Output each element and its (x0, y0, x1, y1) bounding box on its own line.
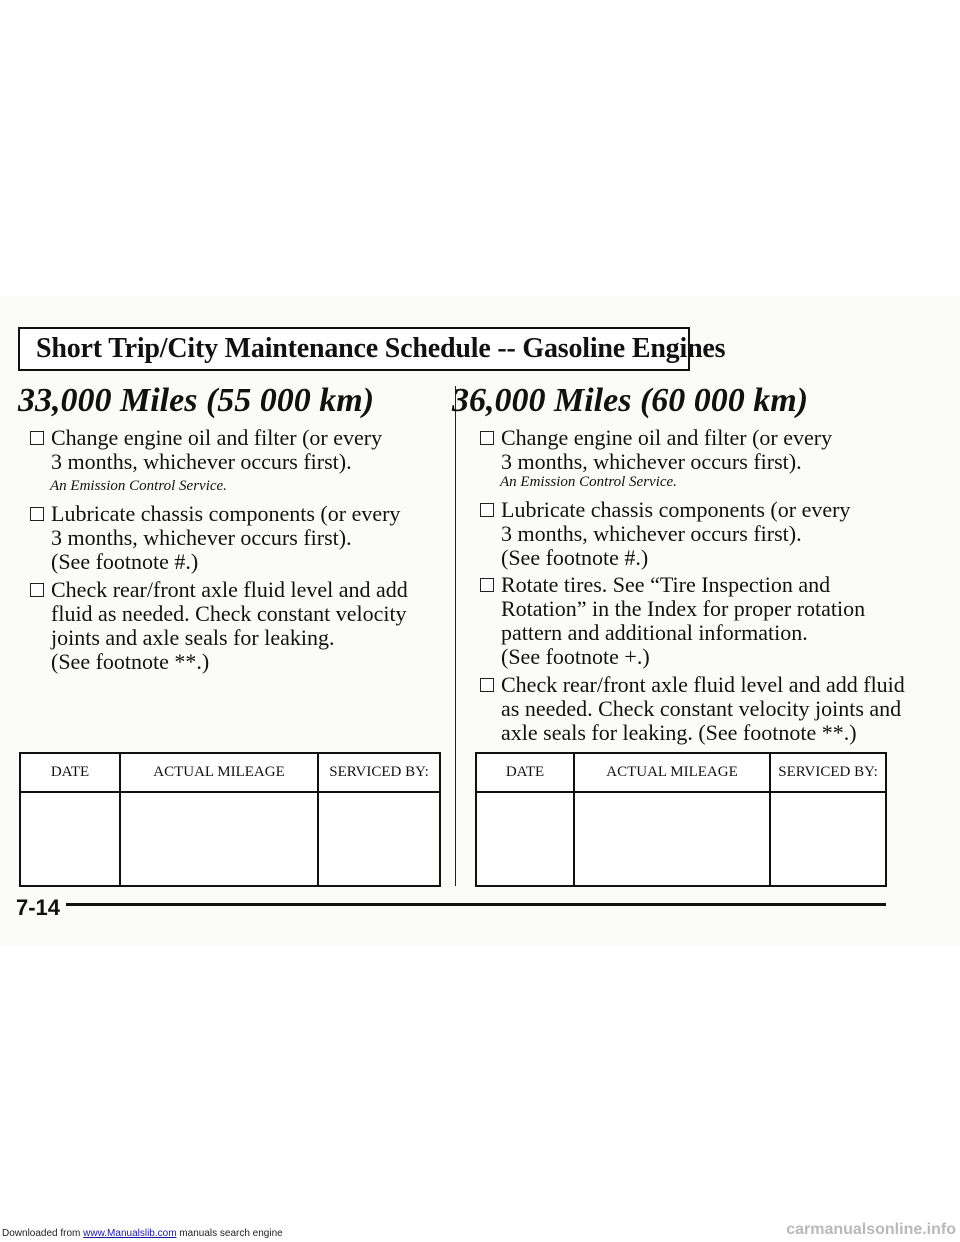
item-line: Check rear/front axle fluid level and add (51, 577, 408, 602)
item-line: Change engine oil and filter (or every (51, 425, 383, 450)
item-line: (See footnote **.) (51, 649, 210, 674)
mileage-cell[interactable] (574, 792, 770, 886)
serviced-cell[interactable] (318, 792, 440, 886)
col-serviced-header: SERVICED BY: (318, 753, 440, 792)
right-emission-note: An Emission Control Service. (500, 474, 677, 490)
item-line: Rotation” in the Index for proper rotation (501, 596, 866, 621)
item-line: Lubricate chassis components (or every (51, 501, 401, 526)
col-mileage-header: ACTUAL MILEAGE (120, 753, 318, 792)
item-line: Lubricate chassis components (or every (501, 497, 851, 522)
item-line: pattern and additional information. (501, 620, 808, 645)
date-cell[interactable] (20, 792, 120, 886)
item-line: 3 months, whichever occurs first). (501, 449, 802, 474)
download-footer (2, 1228, 283, 1239)
item-line: 3 months, whichever occurs first). (51, 449, 352, 474)
left-emission-note: An Emission Control Service. (50, 478, 227, 494)
checkbox-icon[interactable] (480, 503, 494, 517)
item-line: Check rear/front axle fluid level and add fluid (501, 672, 905, 697)
col-date-header: DATE (20, 753, 120, 792)
item-line: (See footnote #.) (51, 549, 199, 574)
serviced-cell[interactable] (770, 792, 886, 886)
item-line: (See footnote #.) (501, 545, 649, 570)
right-heading: 36,000 Miles (60 000 km) (452, 382, 809, 419)
watermark: carmanualsonline.info (786, 1221, 956, 1238)
checkbox-icon[interactable] (480, 431, 494, 445)
date-cell[interactable] (476, 792, 574, 886)
col-date-header: DATE (476, 753, 574, 792)
checkbox-icon[interactable] (480, 678, 494, 692)
column-divider (455, 386, 456, 886)
left-service-log-table (19, 752, 441, 887)
page-number: 7-14 (16, 895, 61, 920)
section-title: Short Trip/City Maintenance Schedule -- Gasoline Engines (36, 333, 726, 364)
section-title-box (18, 327, 726, 371)
item-line: joints and axle seals for leaking. (51, 625, 335, 650)
manualslib-link[interactable]: www.Manualslib.com (83, 1228, 177, 1239)
checkbox-icon[interactable] (30, 583, 44, 597)
right-service-log-table (475, 752, 887, 887)
col-mileage-header: ACTUAL MILEAGE (574, 753, 770, 792)
item-line: fluid as needed. Check constant velocity (51, 601, 407, 626)
item-line: 3 months, whichever occurs first). (51, 525, 352, 550)
mileage-cell[interactable] (120, 792, 318, 886)
left-heading: 33,000 Miles (55 000 km) (18, 382, 375, 419)
item-line: 3 months, whichever occurs first). (501, 521, 802, 546)
checkbox-icon[interactable] (30, 431, 44, 445)
footer-prefix: Downloaded from (2, 1228, 84, 1239)
checkbox-icon[interactable] (30, 507, 44, 521)
item-line: (See footnote +.) (501, 644, 650, 669)
item-line: Change engine oil and filter (or every (501, 425, 833, 450)
footer-suffix: manuals search engine (176, 1228, 283, 1239)
item-line: axle seals for leaking. (See footnote **.) (501, 720, 857, 745)
page-rule (66, 903, 886, 906)
checkbox-icon[interactable] (480, 578, 494, 592)
col-serviced-header: SERVICED BY: (770, 753, 886, 792)
item-line: Rotate tires. See “Tire Inspection and (501, 572, 831, 597)
item-line: as needed. Check constant velocity joints and (501, 696, 902, 721)
